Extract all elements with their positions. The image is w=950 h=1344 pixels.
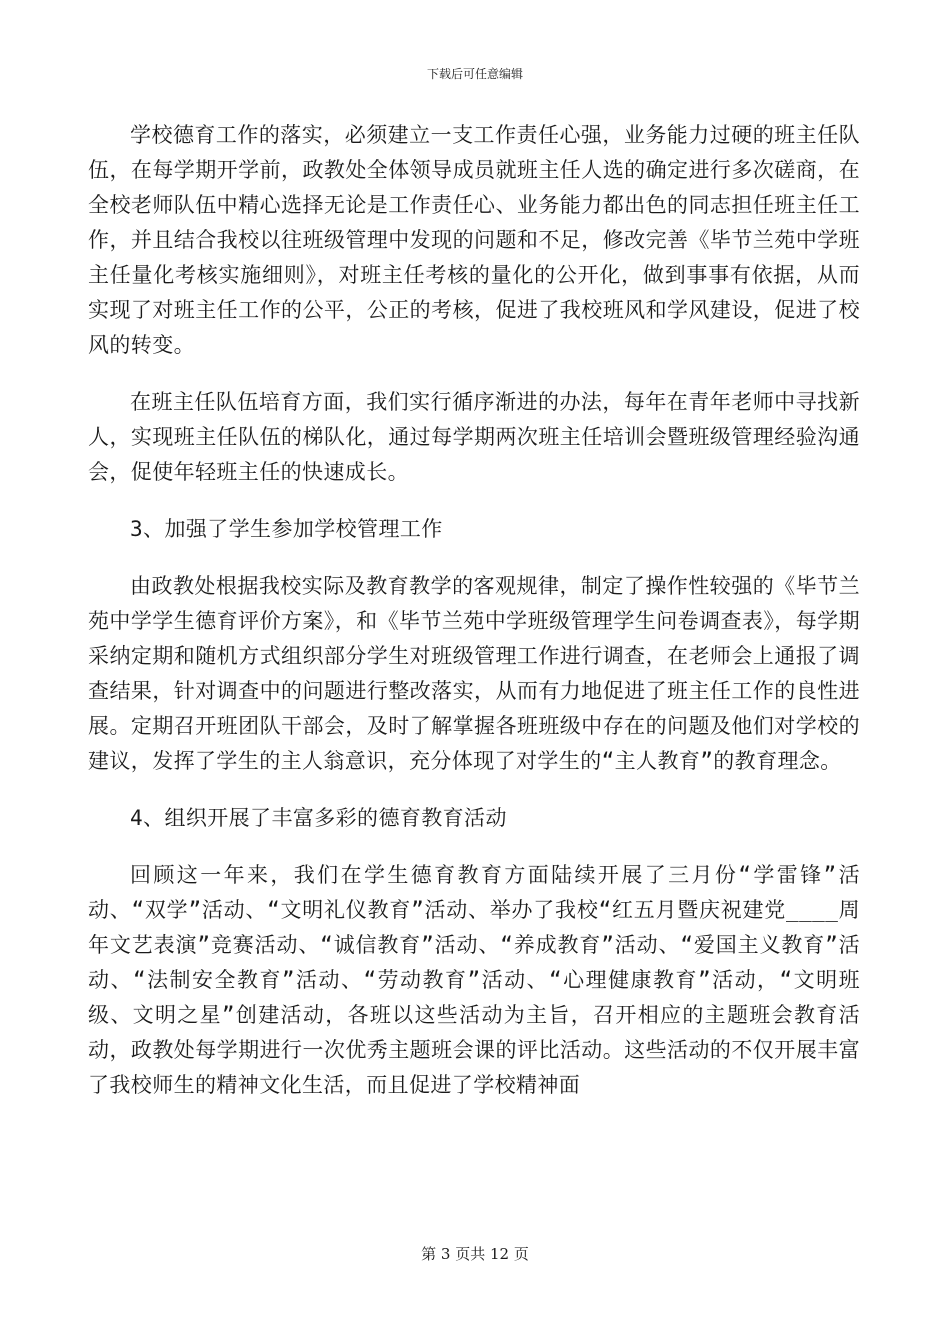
page-number: 第 3 页共 12 页 xyxy=(421,1245,529,1263)
paragraph-moral-activities: 回顾这一年来，我们在学生德育教育方面陆续开展了三月份“学雷锋”活动、“双学”活动、“文明礼仪教育”活动、举办了我校“红五月暨庆祝建党____周年文艺表演”竞赛活动、“诚信教育”活动、“养成教育”活动、“爱国主义教育”活动、“法制安全教育”活动、“劳动教育”活动、“心理健康教育”活动，“文明班级、文明之星”创建活动，各班以这些活动为主旨，召开相应的主题班会教育活动，政教处每学期进行一次优秀主题班会课的评比活动。这些活动的不仅开展丰富了我校师生的精神文化生活，而且促进了学校精神面 xyxy=(88,863,860,1097)
page-header: 下载后可任意编辑 xyxy=(426,67,523,81)
section-heading-4: 4、组织开展了丰富多彩的德育教育活动 xyxy=(130,806,507,830)
paragraph-teacher-training: 在班主任队伍培育方面，我们实行循序渐进的办法，每年在青年老师中寻找新人，实现班主任队伍的梯队化，通过每学期两次班主任培训会暨班级管理经验沟通会，促使年轻班主任的快速成长。 xyxy=(88,390,860,484)
section-heading-3: 3、加强了学生参加学校管理工作 xyxy=(130,517,443,541)
paragraph-student-management: 由政教处根据我校实际及教育教学的客观规律，制定了操作性较强的《毕节兰苑中学学生德育评价方案》，和《毕节兰苑中学班级管理学生问卷调查表》，每学期采纳定期和随机方式组织部分学生对班级管理工作进行调查，在老师会上通报了调查结果，针对调查中的问题进行整改落实，从而有力地促进了班主任工作的良性进展。定期召开班团队干部会，及时了解掌握各班班级中存在的问题及他们对学校的建议，发挥了学生的主人翁意识，充分体现了对学生的“主人教育”的教育理念。 xyxy=(88,574,860,773)
paragraph-class-teacher-team: 学校德育工作的落实，必须建立一支工作责任心强，业务能力过硬的班主任队伍，在每学期开学前，政教处全体领导成员就班主任人选的确定进行多次磋商，在全校老师队伍中精心选择无论是工作责任心、业务能力都出色的同志担任班主任工作，并且结合我校以往班级管理中发现的问题和不足，修改完善《毕节兰苑中学班主任量化考核实施细则》，对班主任考核的量化的公开化，做到事事有依据，从而实现了对班主任工作的公平，公正的考核，促进了我校班风和学风建设，促进了校风的转变。 xyxy=(88,123,860,357)
document-body xyxy=(88,118,860,1125)
